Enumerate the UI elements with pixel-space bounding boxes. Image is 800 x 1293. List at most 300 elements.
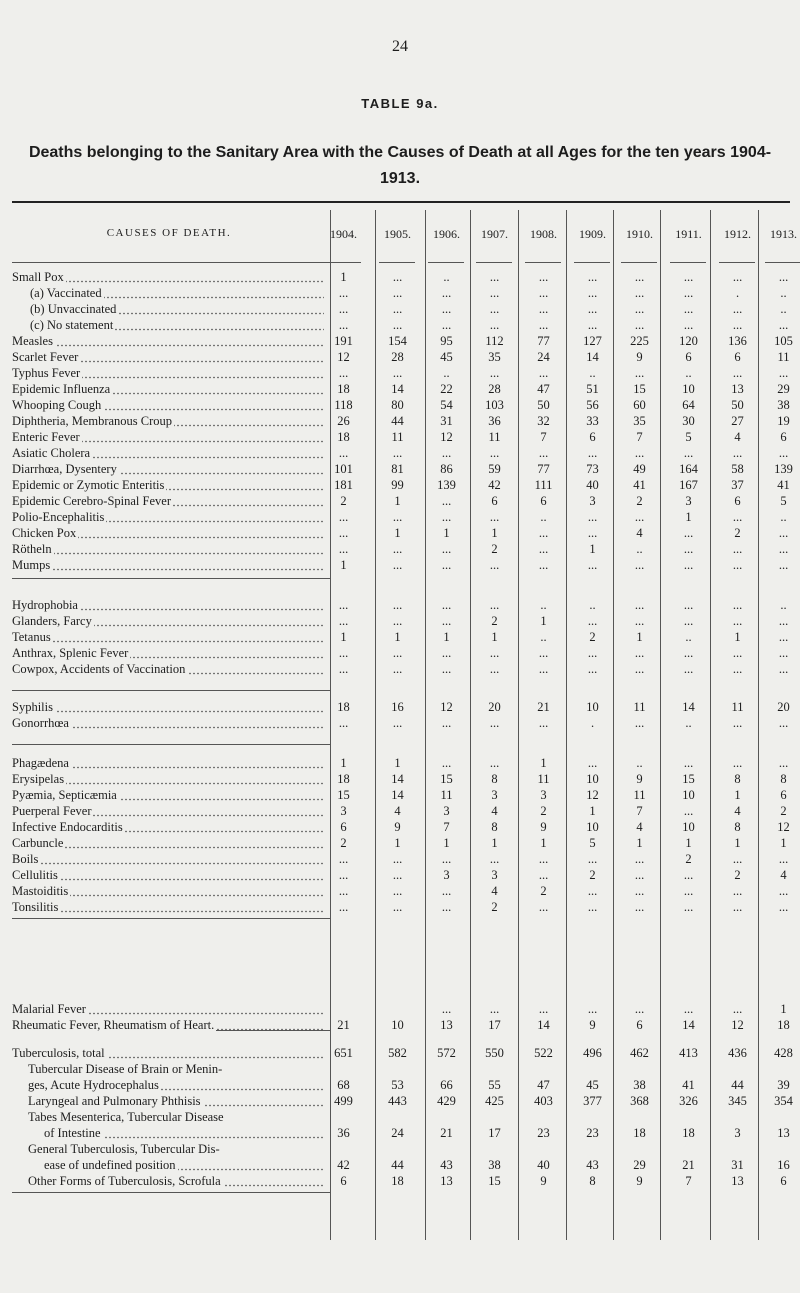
value-cell: ... [338, 852, 349, 866]
cause-label [12, 804, 324, 818]
value-cell: ... [392, 662, 403, 676]
cause-label [12, 494, 324, 508]
header-underline [574, 262, 610, 263]
cause-label-text: Phagædena [12, 756, 69, 770]
value-cell: ... [392, 286, 403, 300]
table-row [0, 900, 800, 914]
table-row [0, 772, 800, 786]
value-cell: ... [441, 598, 452, 612]
value-cell: 11 [391, 430, 404, 444]
cause-label [12, 820, 324, 834]
value-cell: 8 [734, 820, 741, 834]
value-cell: ... [634, 558, 645, 572]
value-cell: 127 [583, 334, 602, 348]
table-row [0, 868, 800, 882]
cause-label [12, 772, 324, 786]
value-cell: ... [634, 318, 645, 332]
table-row [0, 1158, 800, 1172]
cause-label [30, 318, 324, 332]
value-cell: 35 [633, 414, 646, 428]
value-cell: 15 [337, 788, 350, 802]
value-cell: 167 [679, 478, 698, 492]
cause-label-text: Small Pox [12, 270, 64, 284]
value-cell: ... [441, 852, 452, 866]
value-cell: ... [683, 884, 694, 898]
value-cell: 3 [491, 788, 498, 802]
value-cell: ... [634, 662, 645, 676]
cause-label [12, 510, 324, 524]
value-cell: ... [538, 526, 549, 540]
value-cell: 14 [537, 1018, 550, 1032]
value-cell: ... [587, 270, 598, 284]
value-cell: ... [683, 318, 694, 332]
value-cell: ... [732, 270, 743, 284]
value-cell: ... [338, 900, 349, 914]
value-cell: 23 [537, 1126, 550, 1140]
value-cell: 12 [337, 350, 350, 364]
cause-label [44, 1158, 324, 1172]
value-cell: ... [441, 662, 452, 676]
value-cell: ... [634, 446, 645, 460]
value-cell: 225 [630, 334, 649, 348]
cause-label-text: Typhus Fever [12, 366, 81, 380]
value-cell: 45 [440, 350, 453, 364]
value-cell: 3 [443, 804, 450, 818]
value-cell: ... [587, 286, 598, 300]
header-underline [525, 262, 561, 263]
value-cell: ... [538, 446, 549, 460]
cause-label [28, 1094, 324, 1108]
value-cell: ... [587, 662, 598, 676]
value-cell: 3 [734, 1126, 741, 1140]
table-row [0, 542, 800, 556]
table-row [0, 350, 800, 364]
value-cell: 44 [731, 1078, 744, 1092]
value-cell: 12 [586, 788, 599, 802]
value-cell: ... [587, 302, 598, 316]
value-cell: ... [634, 884, 645, 898]
value-cell: ... [538, 318, 549, 332]
value-cell: 36 [337, 1126, 350, 1140]
value-cell: ... [392, 716, 403, 730]
value-cell: 21 [440, 1126, 453, 1140]
table-row [0, 614, 800, 628]
cause-label [12, 350, 324, 364]
value-cell: .. [443, 270, 450, 284]
value-cell: 18 [633, 1126, 646, 1140]
section-divider [12, 262, 326, 263]
table-row [0, 1126, 800, 1140]
value-cell: ... [732, 366, 743, 380]
section-divider [12, 744, 330, 745]
value-cell: ... [441, 716, 452, 730]
page-number: 24 [392, 38, 408, 55]
cause-label-text: Polio-Encephalitis [12, 510, 105, 524]
value-cell: 11 [777, 350, 790, 364]
value-cell: 26 [337, 414, 350, 428]
table-row [0, 788, 800, 802]
value-cell: ... [732, 1002, 743, 1016]
value-cell: ... [683, 286, 694, 300]
cause-label [12, 884, 324, 898]
value-cell: ... [338, 614, 349, 628]
cause-label-text: Whooping Cough [12, 398, 102, 412]
value-cell: 29 [633, 1158, 646, 1172]
value-cell: ... [587, 852, 598, 866]
cause-label-text: Epidemic or Zymotic Enteritis [12, 478, 165, 492]
cause-label [12, 646, 324, 660]
value-cell: 24 [537, 350, 550, 364]
value-cell: 1 [443, 836, 450, 850]
value-cell: ... [489, 270, 500, 284]
table-row [0, 662, 800, 676]
value-cell: 4 [734, 430, 741, 444]
value-cell: 31 [731, 1158, 744, 1172]
value-cell: 30 [682, 414, 695, 428]
value-cell: ... [489, 716, 500, 730]
value-cell: ... [778, 542, 789, 556]
value-cell: 60 [633, 398, 646, 412]
table-row [0, 756, 800, 770]
value-cell: 1 [394, 494, 401, 508]
value-cell: 81 [391, 462, 404, 476]
value-cell: ... [538, 542, 549, 556]
table-row [0, 334, 800, 348]
value-cell: ... [489, 598, 500, 612]
value-cell: 6 [780, 430, 787, 444]
cause-label-text: Tubercular Disease of Brain or Menin- [28, 1062, 223, 1076]
cause-label [44, 1126, 324, 1140]
header-underline [719, 262, 755, 263]
value-cell: 14 [682, 1018, 695, 1032]
value-cell: ... [683, 646, 694, 660]
value-cell: ... [683, 558, 694, 572]
value-cell: 41 [682, 1078, 695, 1092]
value-cell: ... [538, 716, 549, 730]
value-cell: ... [587, 526, 598, 540]
value-cell: ... [587, 646, 598, 660]
value-cell: 651 [334, 1046, 353, 1060]
value-cell: 18 [391, 1174, 404, 1188]
value-cell: 2 [734, 526, 741, 540]
cause-label [12, 868, 324, 882]
value-cell: ... [338, 646, 349, 660]
value-cell: 8 [780, 772, 787, 786]
value-cell: 15 [488, 1174, 501, 1188]
value-cell: 9 [540, 820, 547, 834]
value-cell: 33 [586, 414, 599, 428]
value-cell: 105 [774, 334, 793, 348]
value-cell: 425 [485, 1094, 504, 1108]
section-divider [12, 1192, 330, 1193]
value-cell: ... [778, 884, 789, 898]
cause-label-text: Enteric Fever [12, 430, 80, 444]
value-cell: 2 [340, 836, 347, 850]
value-cell: ... [489, 756, 500, 770]
value-cell: ... [732, 318, 743, 332]
value-cell: ... [538, 558, 549, 572]
value-cell: ... [489, 646, 500, 660]
value-cell: 4 [734, 804, 741, 818]
value-cell: 18 [337, 700, 350, 714]
year-header: 1912. [724, 227, 751, 241]
table-row [0, 836, 800, 850]
value-cell: ... [683, 662, 694, 676]
table-row [0, 646, 800, 660]
value-cell: ... [392, 884, 403, 898]
value-cell: 18 [337, 382, 350, 396]
value-cell: ... [732, 558, 743, 572]
cause-label-text: Laryngeal and Pulmonary Phthisis [28, 1094, 201, 1108]
cause-label-text: Pyæmia, Septicæmia [12, 788, 117, 802]
year-header: 1906. [433, 227, 460, 241]
value-cell: 6 [636, 1018, 643, 1032]
cause-label-text: Epidemic Cerebro-Spinal Fever [12, 494, 171, 508]
value-cell: 550 [485, 1046, 504, 1060]
value-cell: 1 [540, 614, 547, 628]
value-cell: .. [540, 630, 547, 644]
value-cell: 99 [391, 478, 404, 492]
value-cell: ... [732, 614, 743, 628]
value-cell: ... [338, 868, 349, 882]
value-cell: ... [732, 542, 743, 556]
value-cell: 1 [491, 526, 498, 540]
cause-label [28, 1062, 324, 1076]
value-cell: 582 [388, 1046, 407, 1060]
value-cell: 4 [491, 804, 498, 818]
table-row [0, 716, 800, 730]
table-row [0, 700, 800, 714]
cause-label [12, 398, 324, 412]
cause-label [12, 270, 324, 284]
value-cell: 10 [682, 788, 695, 802]
value-cell: 13 [777, 1126, 790, 1140]
value-cell: 436 [728, 1046, 747, 1060]
table-row [0, 1110, 800, 1124]
value-cell: ... [392, 646, 403, 660]
value-cell: 9 [394, 820, 401, 834]
header-underline [670, 262, 706, 263]
value-cell: 50 [731, 398, 744, 412]
cause-label [12, 366, 324, 380]
value-cell: ... [587, 1002, 598, 1016]
value-cell: ... [441, 1002, 452, 1016]
table-row [0, 1142, 800, 1156]
value-cell: ... [538, 868, 549, 882]
value-cell: 120 [679, 334, 698, 348]
value-cell: 354 [774, 1094, 793, 1108]
value-cell: ... [732, 716, 743, 730]
header-underline [621, 262, 657, 263]
value-cell: 10 [682, 820, 695, 834]
value-cell: 3 [685, 494, 692, 508]
value-cell: 21 [337, 1018, 350, 1032]
header-underline [325, 262, 361, 263]
cause-label-text: Erysipelas [12, 772, 65, 786]
value-cell: 64 [682, 398, 695, 412]
value-cell: ... [441, 646, 452, 660]
value-cell: 10 [586, 700, 599, 714]
value-cell: 1 [734, 788, 741, 802]
value-cell: ... [634, 900, 645, 914]
value-cell: 14 [586, 350, 599, 364]
cause-label [12, 756, 324, 770]
value-cell: 14 [682, 700, 695, 714]
page-title: Deaths belonging to the Sanitary Area with the Causes of Death at all Ages for the ten years 1904-1913. [28, 144, 772, 187]
value-cell: ... [634, 716, 645, 730]
table-row [0, 526, 800, 540]
table-row [0, 598, 800, 612]
cause-label-text: Chicken Pox [12, 526, 77, 540]
value-cell: ... [683, 598, 694, 612]
value-cell: ... [778, 446, 789, 460]
value-cell: ... [489, 318, 500, 332]
value-cell: 1 [491, 836, 498, 850]
value-cell: ... [683, 542, 694, 556]
value-cell: 29 [777, 382, 790, 396]
value-cell: ... [778, 646, 789, 660]
value-cell: ... [441, 510, 452, 524]
header-underline [765, 262, 800, 263]
table-row [0, 852, 800, 866]
section-divider [12, 690, 330, 691]
value-cell: ... [634, 646, 645, 660]
value-cell: 4 [780, 868, 787, 882]
value-cell: 11 [633, 788, 646, 802]
value-cell: ... [683, 804, 694, 818]
cause-label-text: Diarrhœa, Dysentery [12, 462, 117, 476]
value-cell: 1 [685, 510, 692, 524]
value-cell: 1 [340, 630, 347, 644]
value-cell: ... [441, 286, 452, 300]
year-header: 1909. [579, 227, 606, 241]
value-cell: 55 [488, 1078, 501, 1092]
value-cell: ... [441, 302, 452, 316]
value-cell: ... [538, 302, 549, 316]
value-cell: 44 [391, 1158, 404, 1172]
cause-label-text: Diphtheria, Membranous Croup [12, 414, 173, 428]
value-cell: 7 [636, 804, 643, 818]
table-row [0, 270, 800, 284]
value-cell: .. [685, 366, 692, 380]
value-cell: ... [338, 598, 349, 612]
cause-label-text: Cowpox, Accidents of Vaccination [12, 662, 186, 676]
value-cell: 16 [777, 1158, 790, 1172]
value-cell: 496 [583, 1046, 602, 1060]
table-row [0, 398, 800, 412]
value-cell: 1 [340, 756, 347, 770]
value-cell: 10 [586, 772, 599, 786]
cause-label [12, 478, 324, 492]
value-cell: 28 [391, 350, 404, 364]
value-cell: ... [683, 868, 694, 882]
value-cell: 11 [440, 788, 453, 802]
table-row [0, 1018, 800, 1032]
cause-label-text: General Tuberculosis, Tubercular Dis- [28, 1142, 220, 1156]
value-cell: ... [778, 366, 789, 380]
header-underline [476, 262, 512, 263]
year-header: 1907. [481, 227, 508, 241]
value-cell: 18 [682, 1126, 695, 1140]
value-cell: 5 [589, 836, 596, 850]
value-cell: ... [338, 526, 349, 540]
table-row [0, 286, 800, 300]
value-cell: 68 [337, 1078, 350, 1092]
value-cell: 181 [334, 478, 353, 492]
value-cell: 41 [777, 478, 790, 492]
section-divider [12, 918, 330, 919]
value-cell: ... [538, 1002, 549, 1016]
value-cell: 1 [589, 804, 596, 818]
year-header: 1908. [530, 227, 557, 241]
cause-label-text: (c) No statement [30, 318, 114, 332]
cause-label-text: Scarlet Fever [12, 350, 79, 364]
value-cell: . [590, 716, 595, 730]
value-cell: 1 [394, 836, 401, 850]
value-cell: 572 [437, 1046, 456, 1060]
value-cell: ... [392, 366, 403, 380]
value-cell: ... [338, 302, 349, 316]
value-cell: ... [441, 494, 452, 508]
cause-label-text: Cellulitis [12, 868, 58, 882]
value-cell: 1 [491, 630, 498, 644]
value-cell: ... [538, 646, 549, 660]
table-row [0, 1078, 800, 1092]
year-header: 1904. [330, 227, 357, 241]
value-cell: 15 [633, 382, 646, 396]
value-cell: ... [441, 318, 452, 332]
value-cell: 40 [537, 1158, 550, 1172]
value-cell: 17 [488, 1018, 501, 1032]
value-cell: 3 [540, 788, 547, 802]
value-cell: 429 [437, 1094, 456, 1108]
value-cell: 11 [731, 700, 744, 714]
value-cell: 23 [586, 1126, 599, 1140]
value-cell: 40 [586, 478, 599, 492]
value-cell: ... [634, 1002, 645, 1016]
value-cell: 27 [731, 414, 744, 428]
value-cell: 41 [633, 478, 646, 492]
value-cell: ... [489, 852, 500, 866]
cause-label [12, 900, 324, 914]
cause-label-text: Infective Endocarditis [12, 820, 123, 834]
value-cell: 77 [537, 462, 550, 476]
cause-label [12, 836, 324, 850]
value-cell: 377 [583, 1094, 602, 1108]
value-cell: 111 [534, 478, 553, 492]
table-row [0, 510, 800, 524]
value-cell: ... [489, 662, 500, 676]
value-cell: 1 [636, 836, 643, 850]
value-cell: 31 [440, 414, 453, 428]
value-cell: 403 [534, 1094, 553, 1108]
value-cell: 14 [391, 382, 404, 396]
value-cell: 118 [334, 398, 353, 412]
table-row [0, 494, 800, 508]
value-cell: 6 [540, 494, 547, 508]
value-cell: 42 [337, 1158, 350, 1172]
value-cell: 3 [589, 494, 596, 508]
table-row [0, 1046, 800, 1060]
table-row [0, 1062, 800, 1076]
value-cell: 4 [491, 884, 498, 898]
value-cell: 15 [440, 772, 453, 786]
value-cell: ... [392, 318, 403, 332]
header-underline [428, 262, 464, 263]
cause-label [12, 630, 324, 644]
value-cell: ... [587, 446, 598, 460]
cause-label-text: Mumps [12, 558, 51, 572]
